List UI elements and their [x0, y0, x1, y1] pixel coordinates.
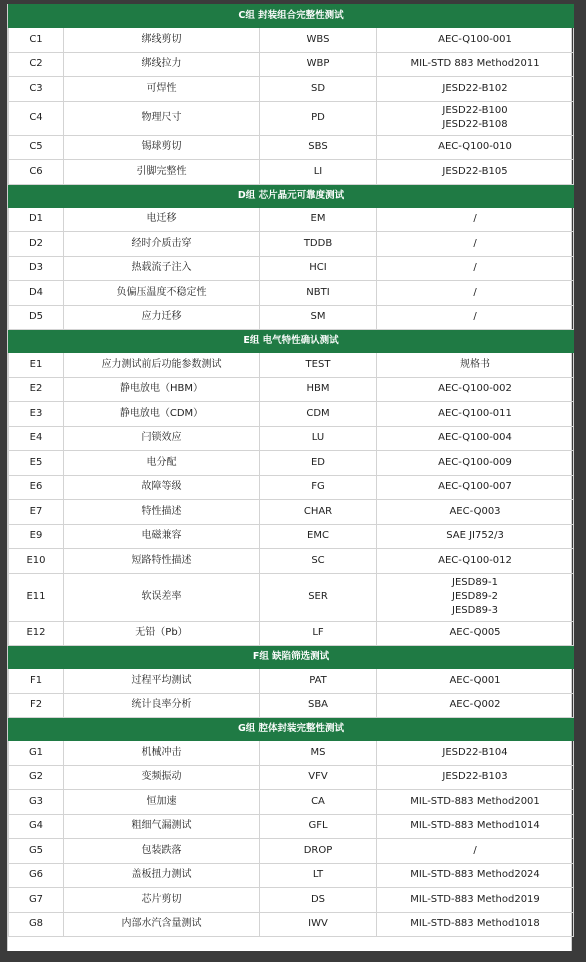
table-row [9, 741, 574, 766]
table-row [9, 101, 574, 135]
standard-line: JESD22-B104 [442, 746, 508, 758]
test-id-cell: D3 [9, 256, 64, 281]
table-body [9, 5, 574, 937]
test-name-cell: 变频振动 [64, 765, 260, 790]
section-title: F组 缺陷筛选测试 [9, 646, 574, 669]
test-id-cell: G2 [9, 765, 64, 790]
test-standard-cell [377, 765, 574, 790]
test-id-cell: G8 [9, 912, 64, 937]
test-standard-cell [377, 451, 574, 476]
table-row [9, 305, 574, 330]
test-standard-cell [377, 52, 574, 77]
test-name-cell: 应力迁移 [64, 305, 260, 330]
test-abbr-cell: SBA [260, 693, 377, 718]
table-row [9, 839, 574, 864]
test-name-cell: 粗细气漏测试 [64, 814, 260, 839]
test-standard-cell [377, 101, 574, 135]
standard-line: / [473, 844, 477, 856]
test-abbr-cell: SER [260, 573, 377, 621]
test-abbr-cell: FG [260, 475, 377, 500]
test-name-cell: 可焊性 [64, 77, 260, 102]
table-row [9, 402, 574, 427]
standard-line: JESD22-B105 [442, 165, 508, 177]
standard-line: JESD89-2 [452, 591, 499, 602]
test-standard-cell [377, 135, 574, 160]
test-name-cell: 软误差率 [64, 573, 260, 621]
test-abbr-cell: MS [260, 741, 377, 766]
table-row [9, 135, 574, 160]
table-row [9, 669, 574, 694]
test-name-cell: 电磁兼容 [64, 524, 260, 549]
test-abbr-cell: GFL [260, 814, 377, 839]
test-abbr-cell: WBS [260, 28, 377, 53]
section-header-row [9, 646, 574, 669]
section-header-row [9, 5, 574, 28]
test-abbr-cell: DROP [260, 839, 377, 864]
section-header-row [9, 718, 574, 741]
test-abbr-cell: PD [260, 101, 377, 135]
test-id-cell: D5 [9, 305, 64, 330]
standard-line: AEC-Q100-011 [438, 407, 512, 419]
test-id-cell: E4 [9, 426, 64, 451]
test-name-cell: 盖板扭力测试 [64, 863, 260, 888]
test-name-cell: 物理尺寸 [64, 101, 260, 135]
section-title: C组 封装组合完整性测试 [9, 5, 574, 28]
standard-line: AEC-Q100-010 [438, 141, 512, 153]
standard-line: MIL-STD-883 Method2001 [410, 795, 540, 807]
standard-line: MIL-STD-883 Method1014 [410, 820, 540, 832]
test-name-cell: 过程平均测试 [64, 669, 260, 694]
test-name-cell: 绑线剪切 [64, 28, 260, 53]
table-row [9, 693, 574, 718]
table-row [9, 863, 574, 888]
standard-line: MIL-STD 883 Method2011 [410, 58, 540, 70]
test-abbr-cell: CA [260, 790, 377, 815]
test-standard-cell [377, 475, 574, 500]
test-name-cell: 经时介质击穿 [64, 232, 260, 257]
standard-line: / [473, 237, 477, 249]
section-header-row [9, 184, 574, 207]
test-standard-cell [377, 377, 574, 402]
test-standard-cell [377, 281, 574, 306]
test-name-cell: 内部水汽含量测试 [64, 912, 260, 937]
test-standard-cell [377, 77, 574, 102]
test-id-cell: D4 [9, 281, 64, 306]
test-id-cell: C6 [9, 160, 64, 185]
test-standard-cell [377, 573, 574, 621]
table-row [9, 912, 574, 937]
test-id-cell: E12 [9, 621, 64, 646]
test-abbr-cell: CHAR [260, 500, 377, 525]
test-id-cell: C2 [9, 52, 64, 77]
section-title: G组 腔体封装完整性测试 [9, 718, 574, 741]
test-abbr-cell: TEST [260, 353, 377, 378]
table-row [9, 160, 574, 185]
test-name-cell: 机械冲击 [64, 741, 260, 766]
table-row [9, 28, 574, 53]
standard-line: AEC-Q003 [449, 505, 501, 517]
test-standard-cell [377, 353, 574, 378]
table-row [9, 281, 574, 306]
test-abbr-cell: LT [260, 863, 377, 888]
table-row [9, 621, 574, 646]
test-id-cell: E2 [9, 377, 64, 402]
test-name-cell: 包装跌落 [64, 839, 260, 864]
test-standard-cell [377, 549, 574, 574]
test-id-cell: F1 [9, 669, 64, 694]
table-row [9, 765, 574, 790]
test-standard-cell [377, 232, 574, 257]
table-row [9, 500, 574, 525]
standard-line: JESD22-B102 [442, 82, 508, 94]
test-abbr-cell: LF [260, 621, 377, 646]
test-abbr-cell: LI [260, 160, 377, 185]
test-standard-cell [377, 402, 574, 427]
test-name-cell: 应力测试前后功能参数测试 [64, 353, 260, 378]
test-standard-cell [377, 426, 574, 451]
test-id-cell: C5 [9, 135, 64, 160]
test-name-cell: 芯片剪切 [64, 888, 260, 913]
standard-line: / [473, 262, 477, 274]
standard-line: AEC-Q100-002 [438, 383, 512, 395]
test-name-cell: 故障等级 [64, 475, 260, 500]
test-standard-cell [377, 693, 574, 718]
test-abbr-cell: SM [260, 305, 377, 330]
standard-line: / [473, 286, 477, 298]
standard-line: JESD22-B103 [442, 771, 508, 783]
test-standard-cell [377, 741, 574, 766]
test-abbr-cell: HCI [260, 256, 377, 281]
test-id-cell: G6 [9, 863, 64, 888]
test-abbr-cell: EM [260, 207, 377, 232]
table-row [9, 353, 574, 378]
table-row [9, 256, 574, 281]
test-id-cell: D1 [9, 207, 64, 232]
test-abbr-cell: CDM [260, 402, 377, 427]
section-header-row [9, 330, 574, 353]
test-abbr-cell: PAT [260, 669, 377, 694]
standard-line: / [473, 213, 477, 225]
test-standard-cell [377, 305, 574, 330]
test-abbr-cell: VFV [260, 765, 377, 790]
test-standard-cell [377, 863, 574, 888]
test-id-cell: C3 [9, 77, 64, 102]
table-row [9, 232, 574, 257]
test-abbr-cell: LU [260, 426, 377, 451]
test-abbr-cell: SBS [260, 135, 377, 160]
test-standard-cell [377, 669, 574, 694]
test-abbr-cell: EMC [260, 524, 377, 549]
test-abbr-cell: SC [260, 549, 377, 574]
test-name-cell: 锡球剪切 [64, 135, 260, 160]
test-name-cell: 静电放电（CDM） [64, 402, 260, 427]
test-id-cell: F2 [9, 693, 64, 718]
standard-line: JESD89-1 [452, 577, 499, 588]
table-row [9, 475, 574, 500]
test-id-cell: E3 [9, 402, 64, 427]
standard-line: AEC-Q100-004 [438, 432, 512, 444]
test-abbr-cell: ED [260, 451, 377, 476]
test-name-cell: 特性描述 [64, 500, 260, 525]
test-abbr-cell: IWV [260, 912, 377, 937]
test-name-cell: 静电放电（HBM） [64, 377, 260, 402]
table-row [9, 77, 574, 102]
test-standard-cell [377, 839, 574, 864]
test-id-cell: D2 [9, 232, 64, 257]
test-id-cell: E10 [9, 549, 64, 574]
standard-line: AEC-Q002 [449, 699, 501, 711]
standard-line: AEC-Q001 [449, 674, 501, 686]
standard-line: / [473, 311, 477, 323]
test-name-cell: 负偏压温度不稳定性 [64, 281, 260, 306]
test-standard-cell [377, 790, 574, 815]
test-name-cell: 闩锁效应 [64, 426, 260, 451]
test-id-cell: G5 [9, 839, 64, 864]
test-name-cell: 无铅（Pb） [64, 621, 260, 646]
table-row [9, 426, 574, 451]
test-abbr-cell: WBP [260, 52, 377, 77]
test-standard-cell [377, 160, 574, 185]
test-id-cell: E6 [9, 475, 64, 500]
section-title: D组 芯片晶元可靠度测试 [9, 184, 574, 207]
test-name-cell: 绑线拉力 [64, 52, 260, 77]
table-row [9, 524, 574, 549]
test-id-cell: E9 [9, 524, 64, 549]
test-abbr-cell: SD [260, 77, 377, 102]
test-id-cell: C4 [9, 101, 64, 135]
test-id-cell: E11 [9, 573, 64, 621]
test-id-cell: C1 [9, 28, 64, 53]
test-standard-cell [377, 814, 574, 839]
standard-line: SAE JI752/3 [446, 530, 504, 542]
test-id-cell: G1 [9, 741, 64, 766]
table-row [9, 573, 574, 621]
test-name-cell: 引脚完整性 [64, 160, 260, 185]
test-standard-cell [377, 256, 574, 281]
standard-line: AEC-Q005 [449, 627, 501, 639]
standard-line: AEC-Q100-007 [438, 481, 512, 493]
test-name-cell: 统计良率分析 [64, 693, 260, 718]
test-id-cell: E5 [9, 451, 64, 476]
test-abbr-cell: HBM [260, 377, 377, 402]
test-standard-cell [377, 888, 574, 913]
test-name-cell: 电分配 [64, 451, 260, 476]
standard-line: AEC-Q100-001 [438, 33, 512, 45]
standard-line: JESD22-B100 [442, 105, 508, 116]
test-name-cell: 电迁移 [64, 207, 260, 232]
table-row [9, 888, 574, 913]
standard-line: AEC-Q100-012 [438, 554, 512, 566]
section-title: E组 电气特性确认测试 [9, 330, 574, 353]
test-name-cell: 热载流子注入 [64, 256, 260, 281]
table-row [9, 549, 574, 574]
test-name-cell: 恒加速 [64, 790, 260, 815]
test-id-cell: E7 [9, 500, 64, 525]
standard-line: AEC-Q100-009 [438, 456, 512, 468]
test-id-cell: G4 [9, 814, 64, 839]
table-row [9, 52, 574, 77]
test-standard-cell [377, 207, 574, 232]
test-standard-cell [377, 28, 574, 53]
table-row [9, 790, 574, 815]
document-sheet [7, 4, 572, 951]
table-row [9, 207, 574, 232]
test-id-cell: G3 [9, 790, 64, 815]
table-row [9, 451, 574, 476]
table-row [9, 377, 574, 402]
standard-line: 规格书 [460, 358, 491, 370]
table-row [9, 814, 574, 839]
standard-line: JESD22-B108 [442, 119, 508, 130]
test-standard-cell [377, 500, 574, 525]
test-abbr-cell: DS [260, 888, 377, 913]
test-name-cell: 短路特性描述 [64, 549, 260, 574]
standard-line: JESD89-3 [452, 605, 499, 616]
test-abbr-cell: NBTI [260, 281, 377, 306]
test-standard-cell [377, 621, 574, 646]
standard-line: MIL-STD-883 Method1018 [410, 918, 540, 930]
standard-line: MIL-STD-883 Method2024 [410, 869, 540, 881]
test-standard-cell [377, 524, 574, 549]
test-id-cell: G7 [9, 888, 64, 913]
standard-line: MIL-STD-883 Method2019 [410, 893, 540, 905]
aec-q100-test-table [8, 4, 574, 937]
test-standard-cell [377, 912, 574, 937]
test-id-cell: E1 [9, 353, 64, 378]
test-abbr-cell: TDDB [260, 232, 377, 257]
